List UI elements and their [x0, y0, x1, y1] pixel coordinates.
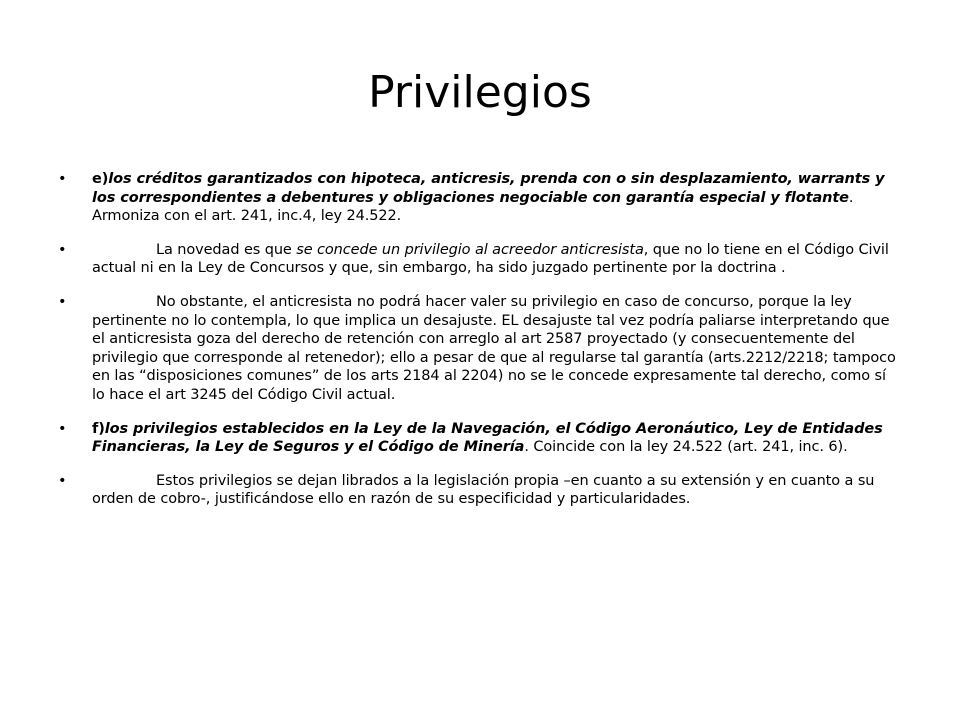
bullet-2-rest: , que no lo tiene en el Código Civil actual ni en la Ley de Concursos y que, sin embargo, ha sido juzgado pertinente por la doctrina .	[92, 241, 889, 277]
bullet-4-emphasis: los privilegios establecidos en la Ley de la Navegación, el Código Aeronáutico, Ley de Entidades Financieras, la Ley de Seguros y el Código de Minería	[92, 420, 883, 456]
bullet-item-2	[58, 241, 903, 278]
bullet-marker: •	[58, 241, 67, 258]
bullet-marker: •	[58, 472, 67, 489]
bullet-item-4	[58, 420, 903, 457]
bullet-4-rest: . Coincide con la ley 24.522 (art. 241, inc. 6).	[524, 439, 848, 456]
bullet-2-pre: La novedad es que	[156, 241, 297, 258]
bullet-item-3	[58, 293, 903, 405]
bullet-3-text: No obstante, el anticresista no podrá hacer valer su privilegio en caso de concurso, porque la ley pertinente no lo contempla, lo que implica un desajuste. EL desajuste tal vez podría paliarse interpretando que el anticresista goza del derecho de retención con arreglo al art 2587 proyectado (y consecuentemente del privilegio que corresponde al retenedor); ello a pesar de que al regularse tal garantía (arts.2212/2218; tampoco en las “disposiciones comunes” de los arts 2184 al 2204) no se le concede expresamente tal derecho, como sí lo hace el art 3245 del Código Civil actual.	[92, 293, 896, 403]
bullet-marker: •	[58, 171, 67, 187]
slide-title: Privilegios	[368, 67, 592, 118]
bullet-4-lead: f)	[92, 420, 105, 437]
bullet-2-emphasis: se concede un privilegio al acreedor anticresista	[296, 241, 644, 258]
bullet-5-text: Estos privilegios se dejan librados a la legislación propia –en cuanto a su extensión y en cuanto a su orden de cobro-, justificándose ello en razón de su especificidad y particularidades.	[92, 472, 875, 508]
bullet-1-rest: . Armoniza con el art. 241, inc.4, ley 24.522.	[92, 189, 854, 225]
bullet-1-emphasis: los créditos garantizados con hipoteca, anticresis, prenda con o sin desplazamiento, warrants y los correspondientes a debentures y obligaciones negociable con garantía especial y flotante	[92, 171, 885, 206]
bullet-1-lead: e)	[92, 171, 109, 187]
bullet-marker: •	[58, 420, 67, 437]
bullet-marker: •	[58, 293, 67, 310]
bullet-item-5	[58, 472, 903, 509]
bullet-item-1	[58, 170, 903, 226]
bullet-list	[58, 170, 903, 524]
